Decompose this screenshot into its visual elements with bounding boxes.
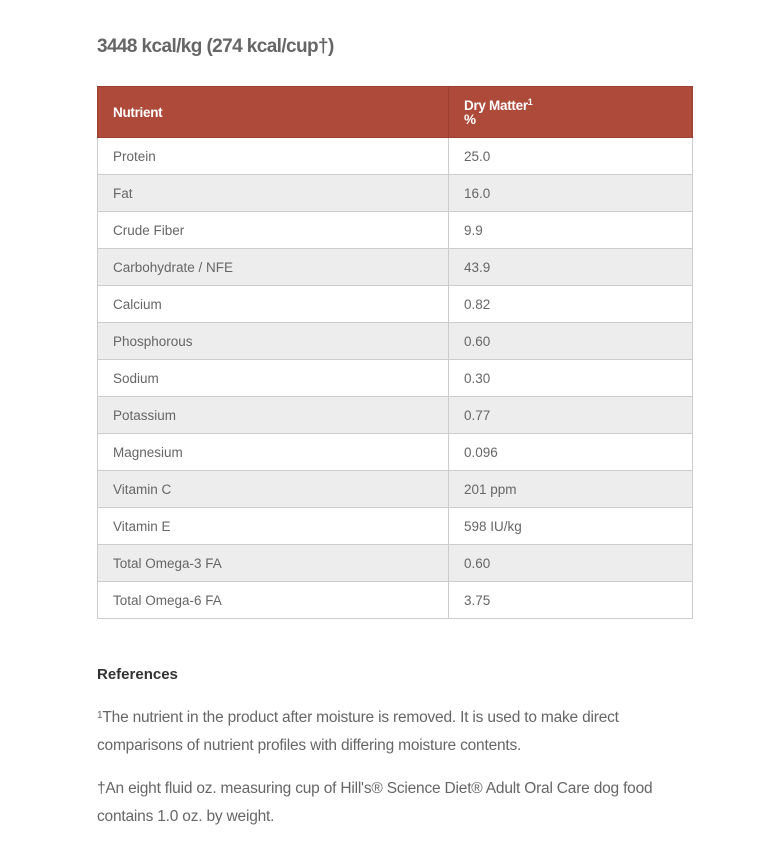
nutrient-row (98, 212, 693, 249)
references-heading: References (97, 666, 178, 683)
nutrient-name-cell: Phosphorous (98, 323, 449, 360)
nutrient-row (98, 434, 693, 471)
dry-matter-value-cell: 0.82 (449, 286, 693, 323)
nutrient-row (98, 360, 693, 397)
nutrient-row (98, 249, 693, 286)
dry-matter-header-unit: % (464, 111, 476, 127)
dry-matter-value-cell: 0.60 (449, 323, 693, 360)
nutrient-name-cell: Potassium (98, 397, 449, 434)
dry-matter-value-cell: 0.77 (449, 397, 693, 434)
nutrient-column-header (98, 87, 449, 138)
nutrient-name-cell: Vitamin E (98, 508, 449, 545)
dry-matter-value-cell: 16.0 (449, 175, 693, 212)
nutrient-column-header-label: Nutrient (113, 104, 163, 120)
dry-matter-value-cell: 0.60 (449, 545, 693, 582)
nutrient-name-cell: Sodium (98, 360, 449, 397)
nutrient-row (98, 323, 693, 360)
nutrient-name-cell: Carbohydrate / NFE (98, 249, 449, 286)
dry-matter-value-cell: 43.9 (449, 249, 693, 286)
dry-matter-header-line1 (464, 98, 692, 113)
dry-matter-value-cell: 25.0 (449, 138, 693, 175)
dry-matter-header-label: Dry Matter (464, 97, 528, 113)
nutrient-row (98, 582, 693, 619)
calorie-content-heading: 3448 kcal/kg (274 kcal/cup†) (97, 36, 334, 57)
dry-matter-value-cell: 201 ppm (449, 471, 693, 508)
dry-matter-value-cell: 9.9 (449, 212, 693, 249)
dry-matter-value-cell: 0.096 (449, 434, 693, 471)
reference-note-1-text: The nutrient in the product after moisture is removed. It is used to make direct comparisons of nutrient profiles with differing moisture contents. (97, 709, 619, 754)
reference-note-dagger: †An eight fluid oz. measuring cup of Hill's® Science Diet® Adult Oral Care dog food contains 1.0 oz. by weight. (97, 780, 653, 825)
nutrient-row (98, 175, 693, 212)
reference-note-1 (97, 704, 657, 760)
nutrient-name-cell: Calcium (98, 286, 449, 323)
nutrient-table (97, 86, 693, 619)
nutrient-table-header-row (98, 87, 693, 138)
nutrient-name-cell: Protein (98, 138, 449, 175)
nutrient-row (98, 397, 693, 434)
nutrient-table-body (98, 138, 693, 619)
nutrient-name-cell: Total Omega-3 FA (98, 545, 449, 582)
nutrient-row (98, 286, 693, 323)
nutrient-name-cell: Fat (98, 175, 449, 212)
nutrient-name-cell: Vitamin C (98, 471, 449, 508)
nutrient-row (98, 508, 693, 545)
nutrient-name-cell: Crude Fiber (98, 212, 449, 249)
nutrient-row (98, 138, 693, 175)
dry-matter-value-cell: 598 IU/kg (449, 508, 693, 545)
dry-matter-column-header (449, 87, 693, 138)
dry-matter-value-cell: 3.75 (449, 582, 693, 619)
dry-matter-value-cell: 0.30 (449, 360, 693, 397)
footnote-marker-1: 1 (527, 96, 533, 107)
nutrient-row (98, 545, 693, 582)
reference-note-1-marker: 1 (97, 710, 103, 721)
nutrient-row (98, 471, 693, 508)
nutrient-name-cell: Total Omega-6 FA (98, 582, 449, 619)
nutrient-name-cell: Magnesium (98, 434, 449, 471)
